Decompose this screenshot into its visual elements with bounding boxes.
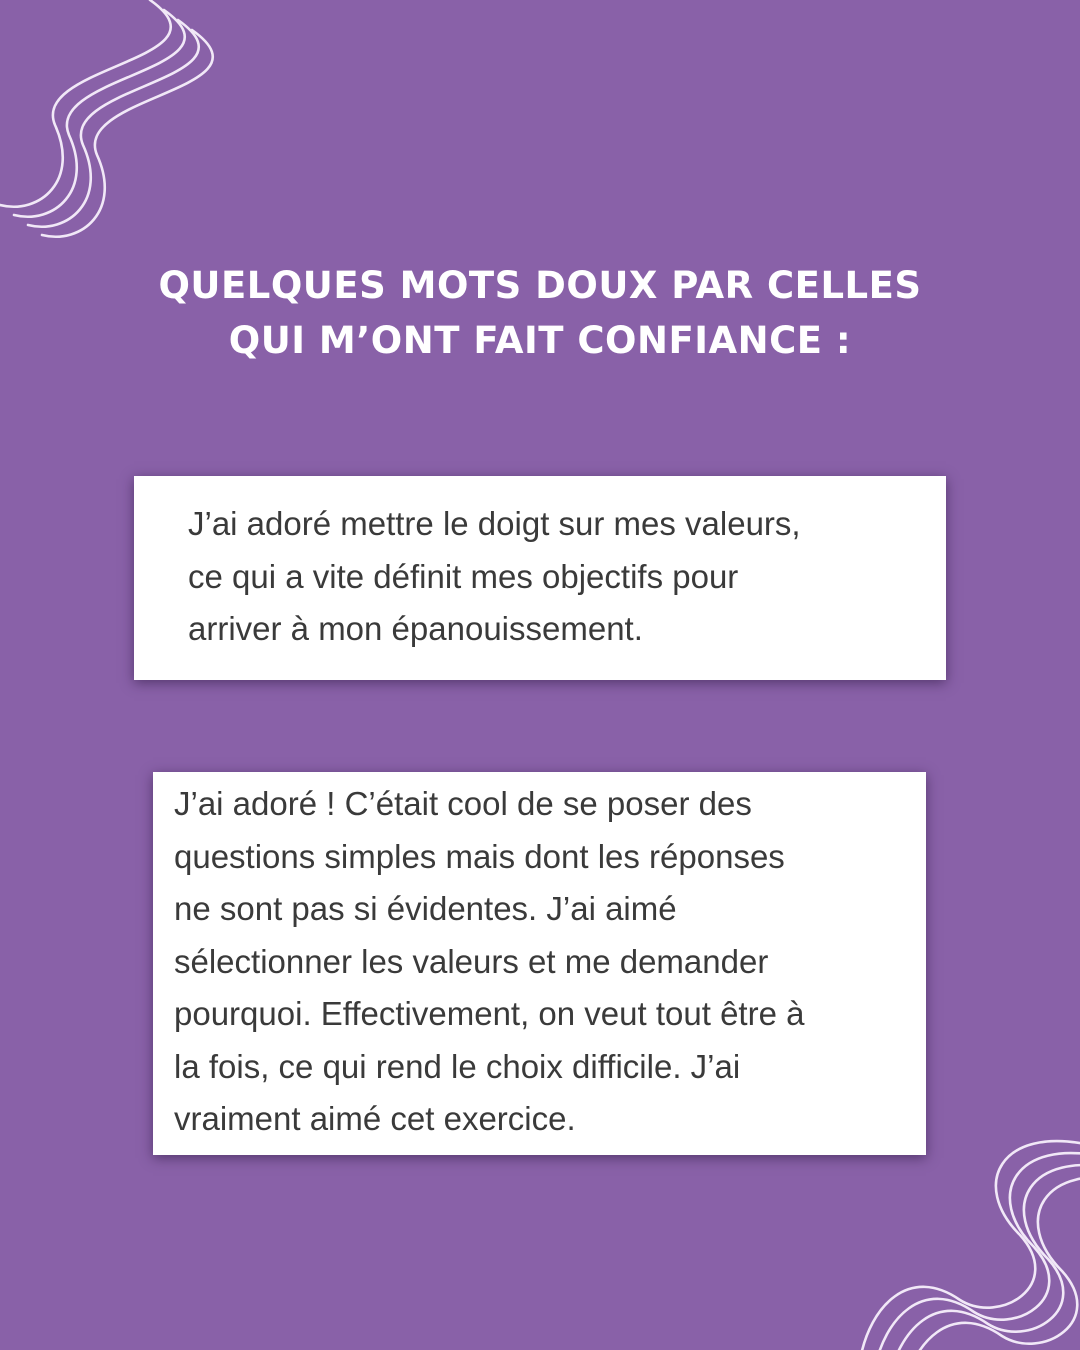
testimonial-card (153, 772, 926, 1155)
testimonial-line: ne sont pas si évidentes. J’ai aimé (174, 890, 677, 927)
page-title-line-2: QUI M’ONT FAIT CONFIANCE : (228, 319, 852, 362)
page-title (0, 258, 1080, 368)
testimonial-line: questions simples mais dont les réponses (174, 837, 785, 875)
wave-lines-bottom-right-decoration (850, 1125, 1080, 1350)
testimonial-line: J’ai adoré mettre le doigt sur mes valeurs, (188, 505, 801, 542)
testimonial-line: vraiment aimé cet exercice. (174, 1100, 576, 1137)
testimonial-line: pourquoi. Effectivement, on veut tout être à (174, 995, 805, 1032)
testimonial-line: la fois, ce qui rend le choix difficile. J’ai (174, 1047, 741, 1085)
page-title-line-1: QUELQUES MOTS DOUX PAR CELLES (158, 264, 922, 307)
testimonial-line: ce qui a vite définit mes objectifs pour (188, 557, 739, 595)
testimonial-line: J’ai adoré ! C’était cool de se poser des (174, 785, 752, 822)
testimonial-line: sélectionner les valeurs et me demander (174, 942, 769, 980)
testimonial-card (134, 476, 946, 680)
wave-lines-top-left-decoration (0, 0, 220, 260)
testimonial-line: arriver à mon épanouissement. (188, 610, 643, 647)
